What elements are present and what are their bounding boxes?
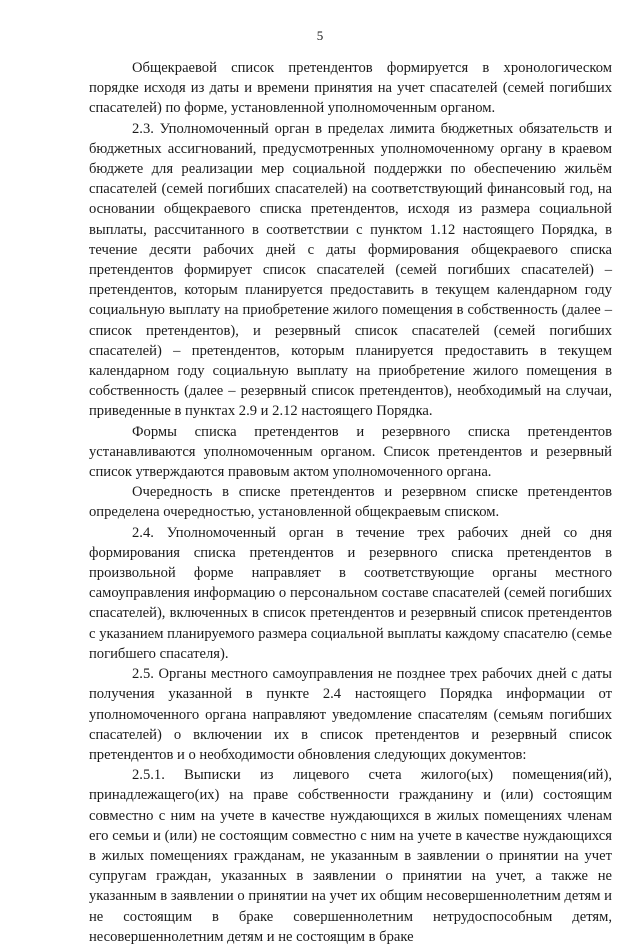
paragraph-2-3: 2.3. Уполномоченный орган в пределах лимита бюджетных обязательств и бюджетных ассигнований, предусмотренных уполномоченному органу в краевом бюджете для реализации мер социальной поддержки по обеспечению жильём спасателей (семей погибших спасателей) на соответствующий финансовый год, на основании общекраевого списка претендентов, исходя из размера социальной выплаты, рассчитанного в соответствии с пунктом 1.12 настоящего Порядка, в течение десяти рабочих дней с даты формирования общекраевого списка претендентов формирует список спасателей (семей погибших спасателей) – претендентов, которым планируется предоставить в текущем календарном году социальную выплату на приобретение жилого помещения в собственность (далее – список претендентов), и резервный список спасателей (семей погибших спасателей) – претендентов, которым планируется предоставить в текущем календарном году социальную выплату на приобретение жилого помещения в собственность (далее – резервный список претендентов), необходимый на случаи, приведенные в пунктах 2.9 и 2.12 настоящего Порядка. (89, 120, 612, 420)
paragraph-order: Очередность в списке претендентов и резервном списке претендентов определена очередностью, установленной общекраевым списком. (89, 484, 612, 521)
paragraph-2-4: 2.4. Уполномоченный орган в течение трех рабочих дней со дня формирования списка претендентов и резервного списка претендентов в произвольной форме направляет в соответствующие органы местного самоуправления информацию о персональном составе спасателей (семей погибших спасателей), включенных в список претендентов и резервный список претендентов с указанием планируемого размера социальной выплаты каждому спасателю (семье погибшего спасателя). (89, 524, 612, 662)
paragraph-list-forms: Формы списка претендентов и резервного списка претендентов устанавливаются уполномоченным органом. Список претендентов и резервный список утверждаются правовым актом уполномоченного органа. (89, 423, 612, 481)
paragraph-2-5: 2.5. Органы местного самоуправления не позднее трех рабочих дней с даты получения указанной в пункте 2.4 настоящего Порядка информации от уполномоченного органа направляют уведомление спасателям (семьям погибших спасателей) о включении их в список претендентов и резервный список претендентов и о необходимости обновления следующих документов: (89, 666, 612, 763)
paragraph-2-5-1: 2.5.1. Выписки из лицевого счета жилого(ых) помещения(ий), принадлежащего(их) на праве собственности гражданину и (или) состоящим совместно с ним на учете в качестве нуждающихся в жилых помещениях членам его семьи и (или) не состоящим совместно с ним на учете в качестве нуждающихся в жилых помещениях гражданам, не указанным в заявлении о принятии на учет супругам граждан, указанных в заявлении о принятии на учет, а также не указанным в заявлении о принятии на учет их общим несовершеннолетним детям и не состоящим в браке совершеннолетним нетрудоспособным детям, несовершеннолетним детям и не состоящим в браке (89, 767, 612, 945)
paragraph-list-formation: Общекраевой список претендентов формируется в хронологическом порядке исходя из даты и времени принятия на учет спасателей (семей погибших спасателей) по форме, установленной уполномоченным органом. (89, 60, 612, 117)
document-body (89, 58, 612, 947)
page-number: 5 (316, 28, 324, 43)
